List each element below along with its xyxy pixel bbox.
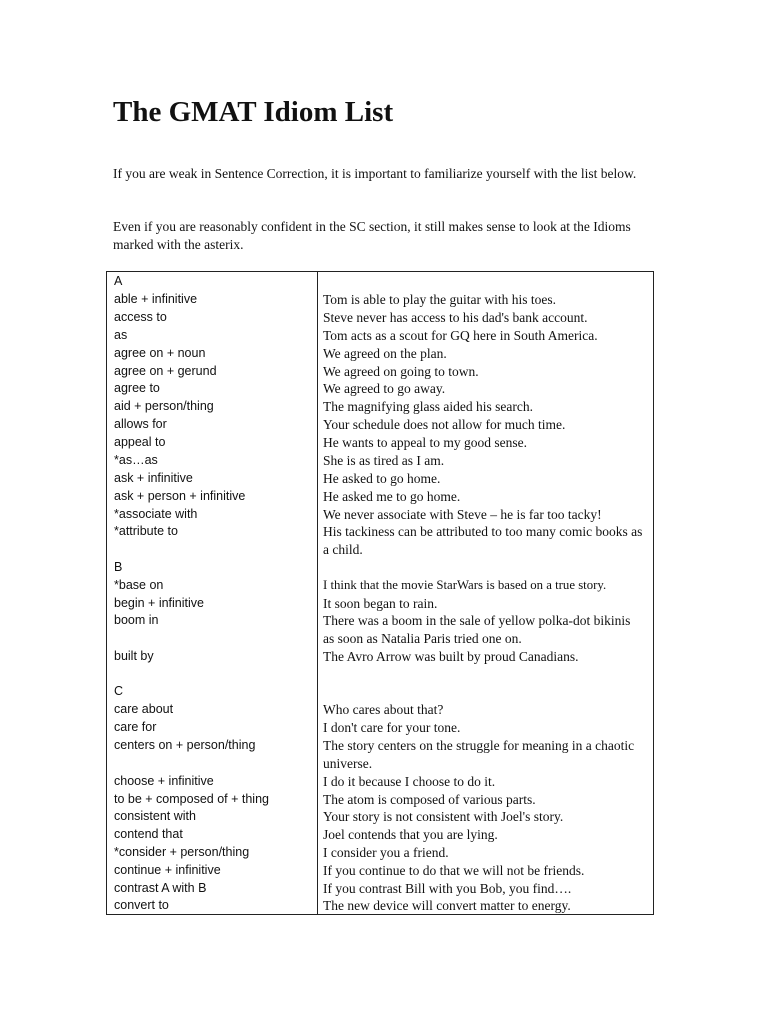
example-cell: The new device will convert matter to energy. <box>323 898 571 913</box>
idiom-cell: C <box>114 684 124 698</box>
idiom-cell: care about <box>114 702 174 716</box>
idiom-cell: to be + composed of + thing <box>114 792 269 806</box>
idiom-cell: as <box>114 328 128 342</box>
idiom-cell: agree to <box>114 381 160 395</box>
idiom-cell: contend that <box>114 827 183 841</box>
example-cell: Steve never has access to his dad's bank account. <box>323 310 588 325</box>
idiom-cell: centers on + person/thing <box>114 738 256 752</box>
example-cell: If you continue to do that we will not be friends. <box>323 863 585 878</box>
example-cell: She is as tired as I am. <box>323 453 445 468</box>
idiom-cell: able + infinitive <box>114 292 198 306</box>
idiom-cell: B <box>114 560 123 574</box>
idiom-cell: contrast A with B <box>114 881 207 895</box>
example-cell: We agreed to go away. <box>323 381 446 396</box>
example-cell: He asked me to go home. <box>323 489 461 504</box>
idiom-cell: convert to <box>114 898 169 912</box>
idiom-cell: boom in <box>114 613 159 627</box>
advice-paragraph: Even if you are reasonably confident in the SC section, it still makes sense to look at the Idioms marked with the asterix. <box>113 219 631 252</box>
example-cell: We agreed on going to town. <box>323 364 479 379</box>
idiom-cell: ask + infinitive <box>114 471 193 485</box>
idiom-cell: agree on + gerund <box>114 364 217 378</box>
example-cell: I think that the movie StarWars is based on a true story. <box>323 578 607 592</box>
idiom-cell: access to <box>114 310 167 324</box>
example-cell: Joel contends that you are lying. <box>323 827 498 842</box>
idiom-cell: *consider + person/thing <box>114 845 250 859</box>
idiom-cell: choose + infinitive <box>114 774 214 788</box>
example-cell: The Avro Arrow was built by proud Canadians. <box>323 649 579 664</box>
example-cell: Tom acts as a scout for GQ here in South America. <box>323 328 598 343</box>
example-cell: I consider you a friend. <box>323 845 449 860</box>
example-cell: Who cares about that? <box>323 702 444 717</box>
page-title: The GMAT Idiom List <box>113 96 394 128</box>
idiom-cell: agree on + noun <box>114 346 206 360</box>
example-cell: The story centers on the struggle for meaning in a chaotic universe. <box>323 738 635 771</box>
example-cell: We never associate with Steve – he is far too tacky! <box>323 507 602 522</box>
example-cell: If you contrast Bill with you Bob, you find…. <box>323 881 572 896</box>
example-cell: I do it because I choose to do it. <box>323 774 496 789</box>
idiom-cell: built by <box>114 649 154 663</box>
idiom-table <box>106 271 654 915</box>
idiom-cell: *base on <box>114 578 164 592</box>
idiom-cell: aid + person/thing <box>114 399 214 413</box>
idiom-cell: ask + person + infinitive <box>114 489 246 503</box>
example-cell: The magnifying glass aided his search. <box>323 399 533 414</box>
example-cell: The atom is composed of various parts. <box>323 792 536 807</box>
idiom-cell: allows for <box>114 417 167 431</box>
example-cell: He asked to go home. <box>323 471 441 486</box>
idiom-cell: A <box>114 274 123 288</box>
example-cell: I don't care for your tone. <box>323 720 461 735</box>
example-cell: Your schedule does not allow for much time. <box>323 417 566 432</box>
example-cell: There was a boom in the sale of yellow polka-dot bikinis as soon as Natalia Paris tried one on. <box>323 613 631 646</box>
example-cell: His tackiness can be attributed to too many comic books as a child. <box>323 524 643 557</box>
idiom-cell: appeal to <box>114 435 166 449</box>
example-cell: It soon began to rain. <box>323 596 438 611</box>
idiom-cell: continue + infinitive <box>114 863 221 877</box>
example-cell: He wants to appeal to my good sense. <box>323 435 527 450</box>
example-cell: Tom is able to play the guitar with his toes. <box>323 292 557 307</box>
example-cell: Your story is not consistent with Joel's story. <box>323 809 564 824</box>
example-cell: We agreed on the plan. <box>323 346 447 361</box>
idiom-cell: *attribute to <box>114 524 178 538</box>
intro-paragraph: If you are weak in Sentence Correction, it is important to familiarize yourself with the list below. <box>113 166 637 181</box>
idiom-cell: *associate with <box>114 507 198 521</box>
idiom-cell: begin + infinitive <box>114 596 204 610</box>
idiom-cell: consistent with <box>114 809 196 823</box>
column-divider <box>317 272 318 914</box>
idiom-cell: care for <box>114 720 157 734</box>
idiom-cell: *as…as <box>114 453 158 467</box>
